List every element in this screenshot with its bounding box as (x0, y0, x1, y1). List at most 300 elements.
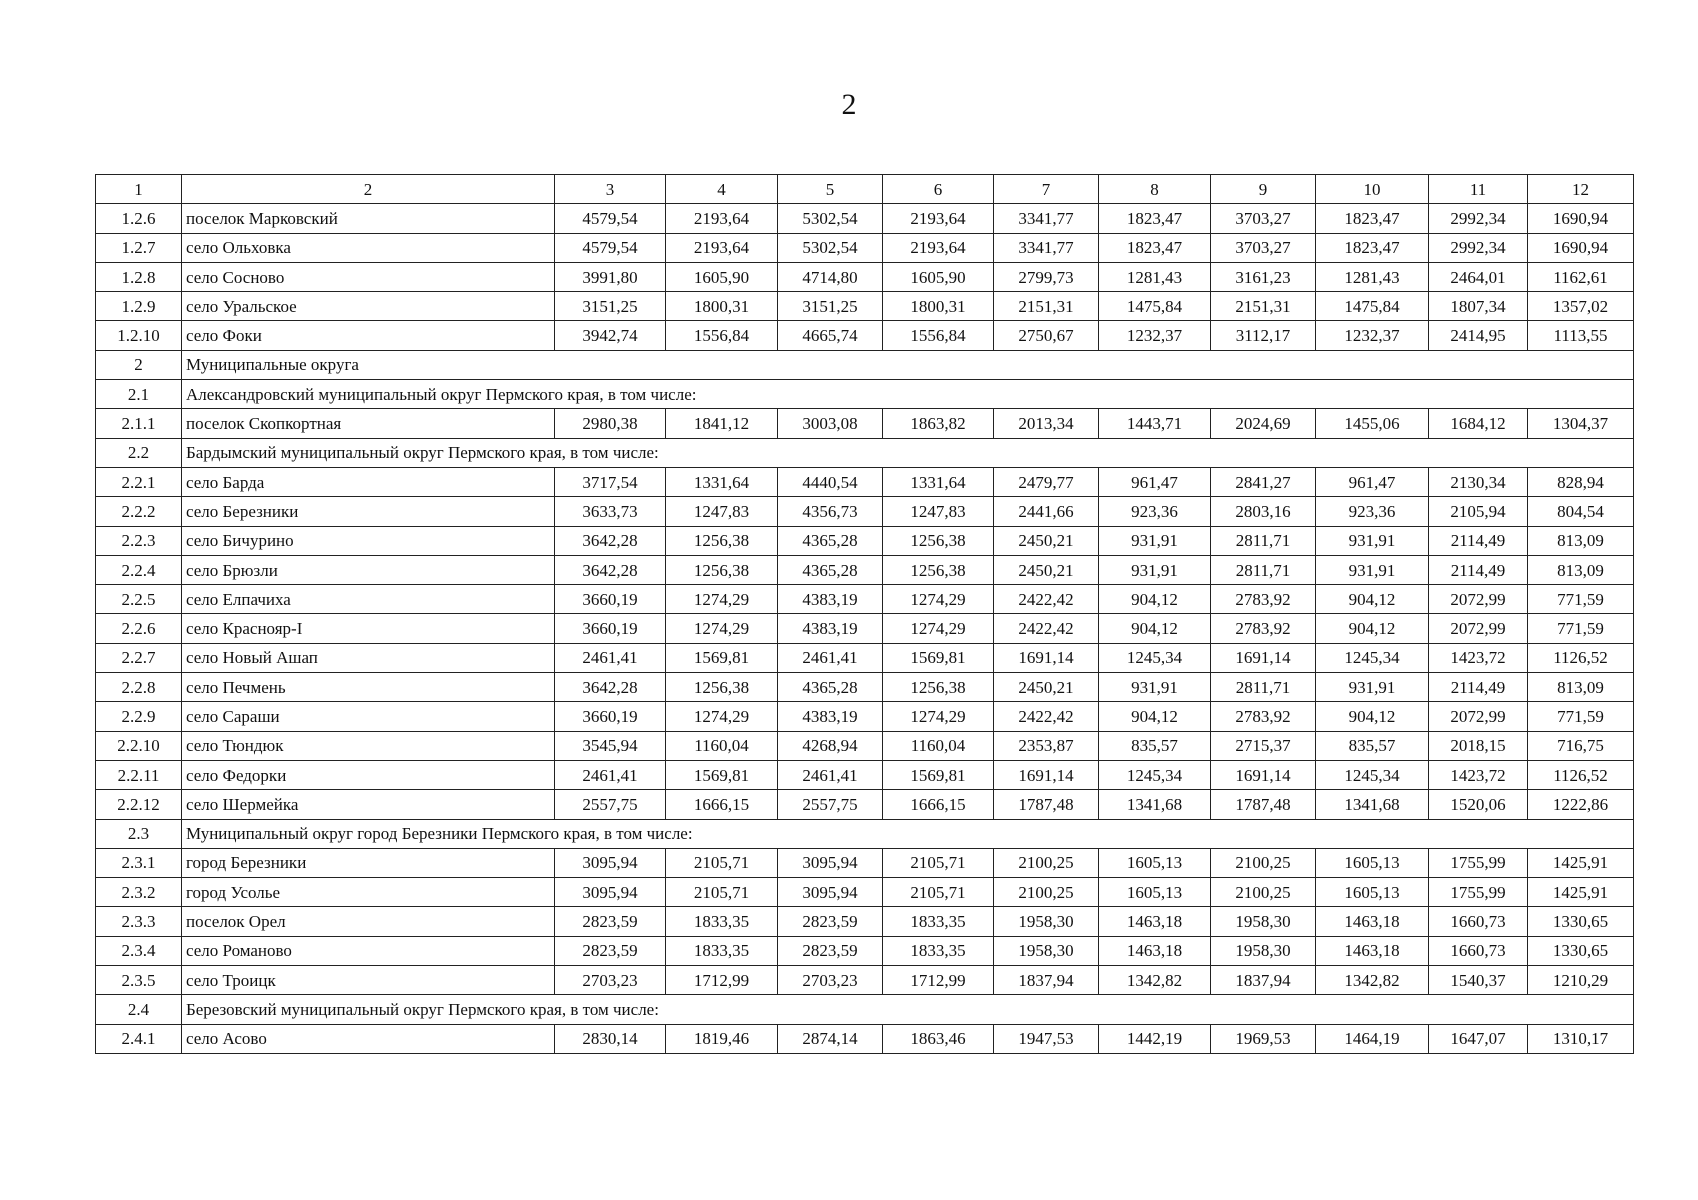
table-body (96, 175, 1634, 1054)
value-cell: 804,54 (1528, 497, 1634, 526)
value-cell: 1684,12 (1429, 409, 1528, 438)
value-cell: 2450,21 (994, 555, 1099, 584)
section-title-cell: Бардымский муниципальный округ Пермского края, в том числе: (182, 438, 1634, 467)
section-row (96, 438, 1634, 467)
tariff-table (95, 174, 1634, 1054)
section-row (96, 350, 1634, 379)
table-row (96, 262, 1634, 291)
value-cell: 3341,77 (994, 233, 1099, 262)
value-cell: 3095,94 (778, 878, 883, 907)
value-cell: 835,57 (1316, 731, 1429, 760)
value-cell: 2151,31 (994, 292, 1099, 321)
value-cell: 3633,73 (555, 497, 666, 526)
value-cell: 3942,74 (555, 321, 666, 350)
value-cell: 1691,14 (1211, 760, 1316, 789)
value-cell: 1232,37 (1099, 321, 1211, 350)
column-number-cell: 7 (994, 175, 1099, 204)
value-cell: 1666,15 (883, 790, 994, 819)
settlement-name-cell: поселок Скопкортная (182, 409, 555, 438)
value-cell: 4440,54 (778, 467, 883, 496)
value-cell: 1540,37 (1429, 966, 1528, 995)
value-cell: 1423,72 (1429, 643, 1528, 672)
value-cell: 2464,01 (1429, 262, 1528, 291)
value-cell: 1958,30 (1211, 907, 1316, 936)
table-row (96, 585, 1634, 614)
value-cell: 1787,48 (1211, 790, 1316, 819)
column-number-cell: 1 (96, 175, 182, 204)
value-cell: 2557,75 (778, 790, 883, 819)
value-cell: 2874,14 (778, 1024, 883, 1053)
value-cell: 1569,81 (883, 643, 994, 672)
value-cell: 931,91 (1099, 526, 1211, 555)
value-cell: 3717,54 (555, 467, 666, 496)
value-cell: 1463,18 (1099, 936, 1211, 965)
value-cell: 2105,71 (666, 878, 778, 907)
value-cell: 2811,71 (1211, 526, 1316, 555)
settlement-name-cell: село Шермейка (182, 790, 555, 819)
value-cell: 1274,29 (666, 702, 778, 731)
value-cell: 828,94 (1528, 467, 1634, 496)
value-cell: 961,47 (1099, 467, 1211, 496)
value-cell: 1569,81 (666, 760, 778, 789)
value-cell: 1605,13 (1316, 848, 1429, 877)
row-number-cell: 2.2 (96, 438, 182, 467)
value-cell: 1569,81 (883, 760, 994, 789)
row-number-cell: 2.2.6 (96, 614, 182, 643)
table-row (96, 409, 1634, 438)
value-cell: 1442,19 (1099, 1024, 1211, 1053)
value-cell: 4268,94 (778, 731, 883, 760)
value-cell: 4365,28 (778, 555, 883, 584)
value-cell: 1605,90 (666, 262, 778, 291)
value-cell: 2100,25 (1211, 878, 1316, 907)
value-cell: 2811,71 (1211, 555, 1316, 584)
settlement-name-cell: город Усолье (182, 878, 555, 907)
settlement-name-cell: поселок Марковский (182, 204, 555, 233)
value-cell: 4365,28 (778, 526, 883, 555)
value-cell: 3095,94 (778, 848, 883, 877)
value-cell: 1475,84 (1316, 292, 1429, 321)
settlement-name-cell: село Романово (182, 936, 555, 965)
value-cell: 2105,71 (666, 848, 778, 877)
column-number-cell: 4 (666, 175, 778, 204)
value-cell: 2799,73 (994, 262, 1099, 291)
section-title-cell: Березовский муниципальный округ Пермского края, в том числе: (182, 995, 1634, 1024)
row-number-cell: 2.2.4 (96, 555, 182, 584)
value-cell: 2461,41 (555, 760, 666, 789)
value-cell: 2013,34 (994, 409, 1099, 438)
settlement-name-cell: село Новый Ашап (182, 643, 555, 672)
value-cell: 1833,35 (666, 936, 778, 965)
value-cell: 1256,38 (666, 526, 778, 555)
value-cell: 904,12 (1316, 585, 1429, 614)
row-number-cell: 2.2.1 (96, 467, 182, 496)
value-cell: 1463,18 (1099, 907, 1211, 936)
value-cell: 1823,47 (1316, 233, 1429, 262)
settlement-name-cell: село Сосново (182, 262, 555, 291)
row-number-cell: 2.3.3 (96, 907, 182, 936)
value-cell: 1245,34 (1316, 760, 1429, 789)
value-cell: 931,91 (1316, 526, 1429, 555)
value-cell: 1690,94 (1528, 204, 1634, 233)
value-cell: 1605,13 (1099, 848, 1211, 877)
value-cell: 2703,23 (555, 966, 666, 995)
column-number-cell: 12 (1528, 175, 1634, 204)
value-cell: 2715,37 (1211, 731, 1316, 760)
settlement-name-cell: село Елпачиха (182, 585, 555, 614)
value-cell: 2422,42 (994, 614, 1099, 643)
column-number-cell: 11 (1429, 175, 1528, 204)
value-cell: 1425,91 (1528, 878, 1634, 907)
value-cell: 2783,92 (1211, 614, 1316, 643)
value-cell: 1274,29 (666, 614, 778, 643)
row-number-cell: 2.3.1 (96, 848, 182, 877)
value-cell: 1556,84 (666, 321, 778, 350)
value-cell: 3642,28 (555, 526, 666, 555)
value-cell: 2193,64 (666, 204, 778, 233)
value-cell: 3545,94 (555, 731, 666, 760)
row-number-cell: 2.2.8 (96, 673, 182, 702)
value-cell: 771,59 (1528, 614, 1634, 643)
value-cell: 1969,53 (1211, 1024, 1316, 1053)
value-cell: 1425,91 (1528, 848, 1634, 877)
column-number-cell: 2 (182, 175, 555, 204)
value-cell: 1357,02 (1528, 292, 1634, 321)
value-cell: 2992,34 (1429, 233, 1528, 262)
value-cell: 1823,47 (1316, 204, 1429, 233)
column-number-cell: 3 (555, 175, 666, 204)
value-cell: 1463,18 (1316, 936, 1429, 965)
value-cell: 1342,82 (1316, 966, 1429, 995)
value-cell: 3660,19 (555, 585, 666, 614)
value-cell: 2072,99 (1429, 585, 1528, 614)
value-cell: 3341,77 (994, 204, 1099, 233)
row-number-cell: 2.2.12 (96, 790, 182, 819)
table-row (96, 760, 1634, 789)
value-cell: 1455,06 (1316, 409, 1429, 438)
value-cell: 3642,28 (555, 555, 666, 584)
table-row (96, 292, 1634, 321)
settlement-name-cell: село Печмень (182, 673, 555, 702)
value-cell: 813,09 (1528, 673, 1634, 702)
value-cell: 1823,47 (1099, 204, 1211, 233)
value-cell: 2414,95 (1429, 321, 1528, 350)
value-cell: 1274,29 (666, 585, 778, 614)
value-cell: 1443,71 (1099, 409, 1211, 438)
value-cell: 2830,14 (555, 1024, 666, 1053)
value-cell: 1556,84 (883, 321, 994, 350)
value-cell: 1712,99 (883, 966, 994, 995)
value-cell: 1256,38 (883, 673, 994, 702)
value-cell: 904,12 (1099, 614, 1211, 643)
value-cell: 2441,66 (994, 497, 1099, 526)
value-cell: 2105,71 (883, 878, 994, 907)
value-cell: 2114,49 (1429, 555, 1528, 584)
value-cell: 1863,46 (883, 1024, 994, 1053)
settlement-name-cell: поселок Орел (182, 907, 555, 936)
value-cell: 2980,38 (555, 409, 666, 438)
value-cell: 4714,80 (778, 262, 883, 291)
row-number-cell: 1.2.8 (96, 262, 182, 291)
value-cell: 1330,65 (1528, 936, 1634, 965)
value-cell: 813,09 (1528, 555, 1634, 584)
value-cell: 1807,34 (1429, 292, 1528, 321)
value-cell: 2193,64 (883, 233, 994, 262)
row-number-cell: 1.2.6 (96, 204, 182, 233)
table-row (96, 790, 1634, 819)
table-row (96, 673, 1634, 702)
value-cell: 1755,99 (1429, 848, 1528, 877)
value-cell: 2783,92 (1211, 702, 1316, 731)
value-cell: 2823,59 (555, 907, 666, 936)
value-cell: 2151,31 (1211, 292, 1316, 321)
column-number-cell: 6 (883, 175, 994, 204)
value-cell: 2353,87 (994, 731, 1099, 760)
table-row (96, 907, 1634, 936)
row-number-cell: 2.3 (96, 819, 182, 848)
value-cell: 1666,15 (666, 790, 778, 819)
section-title-cell: Александровский муниципальный округ Пермского края, в том числе: (182, 380, 1634, 409)
value-cell: 1274,29 (883, 585, 994, 614)
section-row (96, 380, 1634, 409)
value-cell: 3660,19 (555, 702, 666, 731)
value-cell: 2783,92 (1211, 585, 1316, 614)
row-number-cell: 1.2.10 (96, 321, 182, 350)
value-cell: 1126,52 (1528, 760, 1634, 789)
value-cell: 3151,25 (778, 292, 883, 321)
value-cell: 3642,28 (555, 673, 666, 702)
row-number-cell: 2.2.9 (96, 702, 182, 731)
settlement-name-cell: село Асово (182, 1024, 555, 1053)
table-row (96, 467, 1634, 496)
value-cell: 961,47 (1316, 467, 1429, 496)
settlement-name-cell: село Брюзли (182, 555, 555, 584)
value-cell: 3161,23 (1211, 262, 1316, 291)
table-row (96, 966, 1634, 995)
value-cell: 1464,19 (1316, 1024, 1429, 1053)
value-cell: 3991,80 (555, 262, 666, 291)
value-cell: 1947,53 (994, 1024, 1099, 1053)
value-cell: 1256,38 (666, 673, 778, 702)
value-cell: 1160,04 (883, 731, 994, 760)
value-cell: 1690,94 (1528, 233, 1634, 262)
column-number-cell: 9 (1211, 175, 1316, 204)
row-number-cell: 2.2.3 (96, 526, 182, 555)
value-cell: 1232,37 (1316, 321, 1429, 350)
value-cell: 1837,94 (994, 966, 1099, 995)
table-row (96, 731, 1634, 760)
value-cell: 931,91 (1099, 555, 1211, 584)
value-cell: 1247,83 (883, 497, 994, 526)
value-cell: 1281,43 (1099, 262, 1211, 291)
value-cell: 1569,81 (666, 643, 778, 672)
value-cell: 2450,21 (994, 673, 1099, 702)
value-cell: 2130,34 (1429, 467, 1528, 496)
value-cell: 5302,54 (778, 233, 883, 262)
value-cell: 2750,67 (994, 321, 1099, 350)
value-cell: 4665,74 (778, 321, 883, 350)
value-cell: 1423,72 (1429, 760, 1528, 789)
value-cell: 1256,38 (883, 526, 994, 555)
column-number-cell: 5 (778, 175, 883, 204)
settlement-name-cell: село Березники (182, 497, 555, 526)
settlement-name-cell: село Федорки (182, 760, 555, 789)
value-cell: 1162,61 (1528, 262, 1634, 291)
value-cell: 2114,49 (1429, 526, 1528, 555)
value-cell: 2557,75 (555, 790, 666, 819)
value-cell: 2100,25 (994, 878, 1099, 907)
table-row (96, 526, 1634, 555)
value-cell: 931,91 (1316, 555, 1429, 584)
value-cell: 3095,94 (555, 848, 666, 877)
value-cell: 1256,38 (883, 555, 994, 584)
row-number-cell: 2.2.10 (96, 731, 182, 760)
value-cell: 2992,34 (1429, 204, 1528, 233)
value-cell: 4579,54 (555, 233, 666, 262)
value-cell: 3151,25 (555, 292, 666, 321)
value-cell: 1833,35 (666, 907, 778, 936)
row-number-cell: 2.3.4 (96, 936, 182, 965)
value-cell: 2823,59 (778, 936, 883, 965)
value-cell: 3703,27 (1211, 233, 1316, 262)
row-number-cell: 2.4 (96, 995, 182, 1024)
value-cell: 904,12 (1099, 585, 1211, 614)
value-cell: 1755,99 (1429, 878, 1528, 907)
value-cell: 2422,42 (994, 585, 1099, 614)
value-cell: 1160,04 (666, 731, 778, 760)
value-cell: 2105,94 (1429, 497, 1528, 526)
value-cell: 2100,25 (994, 848, 1099, 877)
value-cell: 1463,18 (1316, 907, 1429, 936)
value-cell: 1819,46 (666, 1024, 778, 1053)
value-cell: 1245,34 (1316, 643, 1429, 672)
value-cell: 2461,41 (778, 643, 883, 672)
value-cell: 1341,68 (1316, 790, 1429, 819)
value-cell: 1210,29 (1528, 966, 1634, 995)
value-cell: 904,12 (1316, 702, 1429, 731)
value-cell: 771,59 (1528, 702, 1634, 731)
settlement-name-cell: село Уральское (182, 292, 555, 321)
value-cell: 1310,17 (1528, 1024, 1634, 1053)
value-cell: 1800,31 (883, 292, 994, 321)
value-cell: 1256,38 (666, 555, 778, 584)
value-cell: 835,57 (1099, 731, 1211, 760)
value-cell: 1605,13 (1099, 878, 1211, 907)
value-cell: 1823,47 (1099, 233, 1211, 262)
value-cell: 923,36 (1316, 497, 1429, 526)
value-cell: 1691,14 (994, 643, 1099, 672)
value-cell: 1245,34 (1099, 643, 1211, 672)
value-cell: 1837,94 (1211, 966, 1316, 995)
value-cell: 1341,68 (1099, 790, 1211, 819)
value-cell: 1863,82 (883, 409, 994, 438)
column-number-cell: 10 (1316, 175, 1429, 204)
value-cell: 4383,19 (778, 585, 883, 614)
value-cell: 2461,41 (778, 760, 883, 789)
value-cell: 2024,69 (1211, 409, 1316, 438)
section-row (96, 819, 1634, 848)
value-cell: 716,75 (1528, 731, 1634, 760)
section-title-cell: Муниципальные округа (182, 350, 1634, 379)
row-number-cell: 2.3.5 (96, 966, 182, 995)
value-cell: 923,36 (1099, 497, 1211, 526)
value-cell: 1958,30 (994, 907, 1099, 936)
value-cell: 3703,27 (1211, 204, 1316, 233)
settlement-name-cell: город Березники (182, 848, 555, 877)
value-cell: 2823,59 (555, 936, 666, 965)
section-row (96, 995, 1634, 1024)
table-row (96, 555, 1634, 584)
settlement-name-cell: село Фоки (182, 321, 555, 350)
value-cell: 4383,19 (778, 614, 883, 643)
value-cell: 2100,25 (1211, 848, 1316, 877)
value-cell: 4365,28 (778, 673, 883, 702)
value-cell: 771,59 (1528, 585, 1634, 614)
value-cell: 1787,48 (994, 790, 1099, 819)
value-cell: 2703,23 (778, 966, 883, 995)
value-cell: 931,91 (1099, 673, 1211, 702)
row-number-cell: 2.3.2 (96, 878, 182, 907)
value-cell: 813,09 (1528, 526, 1634, 555)
value-cell: 1605,13 (1316, 878, 1429, 907)
page-number: 2 (841, 88, 857, 121)
value-cell: 1331,64 (666, 467, 778, 496)
value-cell: 1958,30 (1211, 936, 1316, 965)
value-cell: 1274,29 (883, 614, 994, 643)
value-cell: 2823,59 (778, 907, 883, 936)
value-cell: 2072,99 (1429, 614, 1528, 643)
value-cell: 1520,06 (1429, 790, 1528, 819)
table-row (96, 233, 1634, 262)
settlement-name-cell: село Тюндюк (182, 731, 555, 760)
row-number-cell: 2.4.1 (96, 1024, 182, 1053)
table-row (96, 497, 1634, 526)
row-number-cell: 2.1.1 (96, 409, 182, 438)
row-number-cell: 2.2.5 (96, 585, 182, 614)
value-cell: 4383,19 (778, 702, 883, 731)
value-cell: 3095,94 (555, 878, 666, 907)
value-cell: 2422,42 (994, 702, 1099, 731)
value-cell: 1475,84 (1099, 292, 1211, 321)
column-number-row (96, 175, 1634, 204)
value-cell: 2114,49 (1429, 673, 1528, 702)
row-number-cell: 1.2.7 (96, 233, 182, 262)
row-number-cell: 2.2.2 (96, 497, 182, 526)
value-cell: 1660,73 (1429, 936, 1528, 965)
value-cell: 1330,65 (1528, 907, 1634, 936)
value-cell: 1331,64 (883, 467, 994, 496)
value-cell: 2450,21 (994, 526, 1099, 555)
value-cell: 904,12 (1316, 614, 1429, 643)
value-cell: 1281,43 (1316, 262, 1429, 291)
value-cell: 904,12 (1099, 702, 1211, 731)
value-cell: 1958,30 (994, 936, 1099, 965)
row-number-cell: 2 (96, 350, 182, 379)
value-cell: 2479,77 (994, 467, 1099, 496)
value-cell: 1342,82 (1099, 966, 1211, 995)
value-cell: 2841,27 (1211, 467, 1316, 496)
table-row (96, 1024, 1634, 1053)
settlement-name-cell: село Ольховка (182, 233, 555, 262)
row-number-cell: 2.1 (96, 380, 182, 409)
value-cell: 2193,64 (883, 204, 994, 233)
settlement-name-cell: село Бичурино (182, 526, 555, 555)
table-row (96, 878, 1634, 907)
value-cell: 3003,08 (778, 409, 883, 438)
value-cell: 1712,99 (666, 966, 778, 995)
value-cell: 1247,83 (666, 497, 778, 526)
settlement-name-cell: село Краснояр-I (182, 614, 555, 643)
